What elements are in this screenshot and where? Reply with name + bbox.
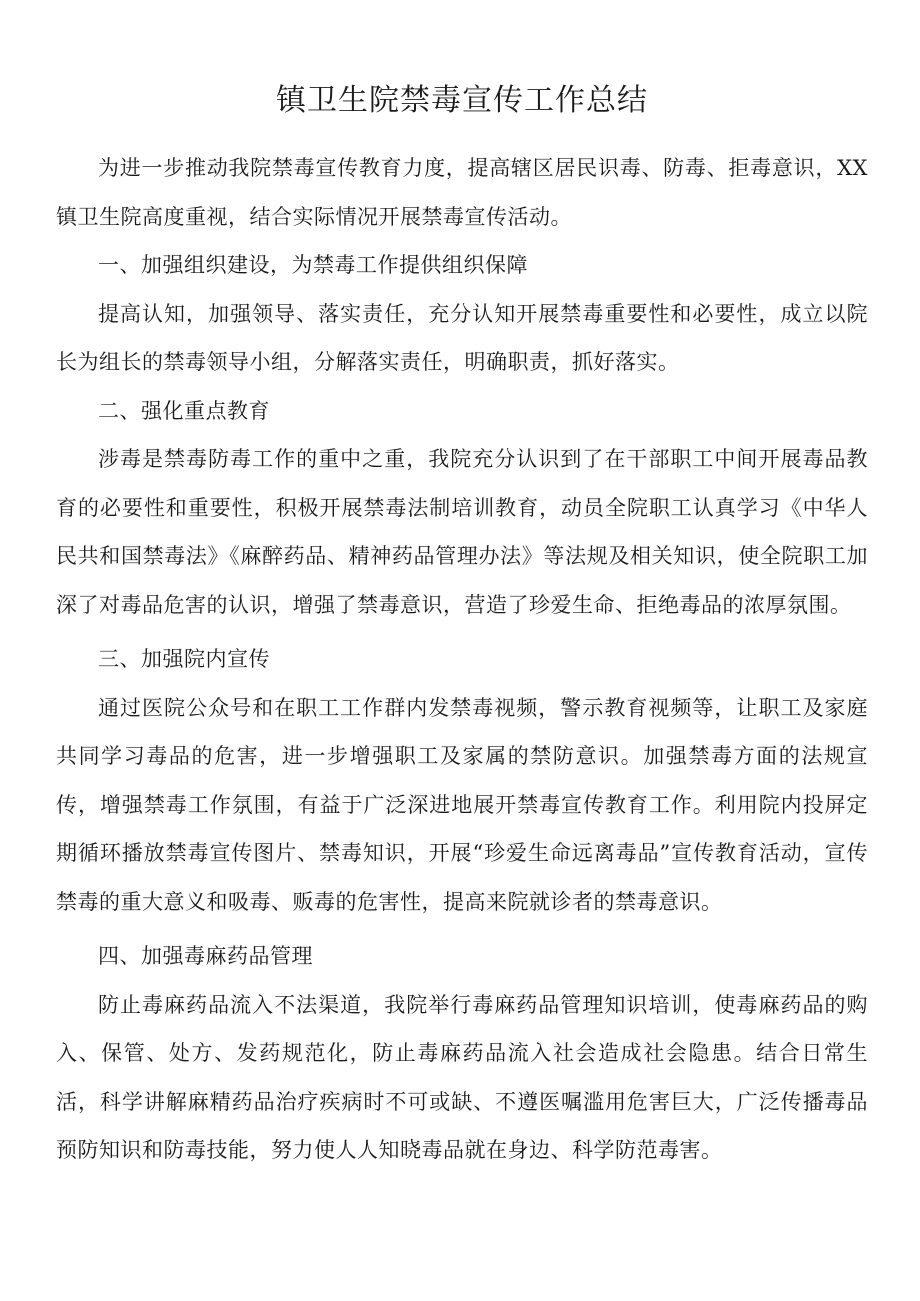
section-heading-1: 一、加强组织建设，为禁毒工作提供组织保障 — [98, 253, 528, 277]
section-body-3: 通过医院公众号和在职工工作群内发禁毒视频，警示教育视频等，让职工及家庭共同学习毒品的危害，进一步增强职工及家属的禁防意识。加强禁毒方面的法规宣传，增强禁毒工作氛围，有益于广泛深进地展开禁毒宣传教育工作。利用院内投屏定期循环播放禁毒宣传图片、禁毒知识，开展“珍爱生命远离毒品”宣传教育活动，宣传禁毒的重大意义和吸毒、贩毒的危害性，提高来院就诊者的禁毒意识。 — [56, 695, 868, 914]
section-body-2: 涉毒是禁毒防毒工作的重中之重，我院充分认识到了在干部职工中间开展毒品教育的必要性和重要性，积极开展禁毒法制培训教育，动员全院职工认真学习《中华人民共和国禁毒法》《麻醉药品、精神药品管理办法》等法规及相关知识，使全院职工加深了对毒品危害的认识，增强了禁毒意识，营造了珍爱生命、拒绝毒品的浓厚氛围。 — [56, 447, 868, 617]
intro-paragraph: 为进一步推动我院禁毒宣传教育力度，提高辖区居民识毒、防毒、拒毒意识，XX镇卫生院高度重视，结合实际情况开展禁毒宣传活动。 — [56, 156, 868, 229]
section-body-4: 防止毒麻药品流入不法渠道，我院举行毒麻药品管理知识培训，使毒麻药品的购入、保管、处方、发药规范化，防止毒麻药品流入社会造成社会隐患。结合日常生活，科学讲解麻精药品治疗疾病时不可或缺、不遵医嘱滥用危害巨大，广泛传播毒品预防知识和防毒技能，努力使人人知晓毒品就在身边、科学防范毒害。 — [56, 992, 868, 1162]
section-body-1: 提高认知，加强领导、落实责任，充分认知开展禁毒重要性和必要性，成立以院长为组长的禁毒领导小组，分解落实责任，明确职责，抓好落实。 — [56, 301, 868, 374]
document-page — [56, 78, 868, 1175]
document-title: 镇卫生院禁毒宣传工作总结 — [276, 83, 648, 118]
section-heading-3: 三、加强院内宣传 — [98, 647, 270, 671]
section-heading-4: 四、加强毒麻药品管理 — [98, 944, 313, 968]
section-heading-2: 二、强化重点教育 — [98, 398, 270, 423]
